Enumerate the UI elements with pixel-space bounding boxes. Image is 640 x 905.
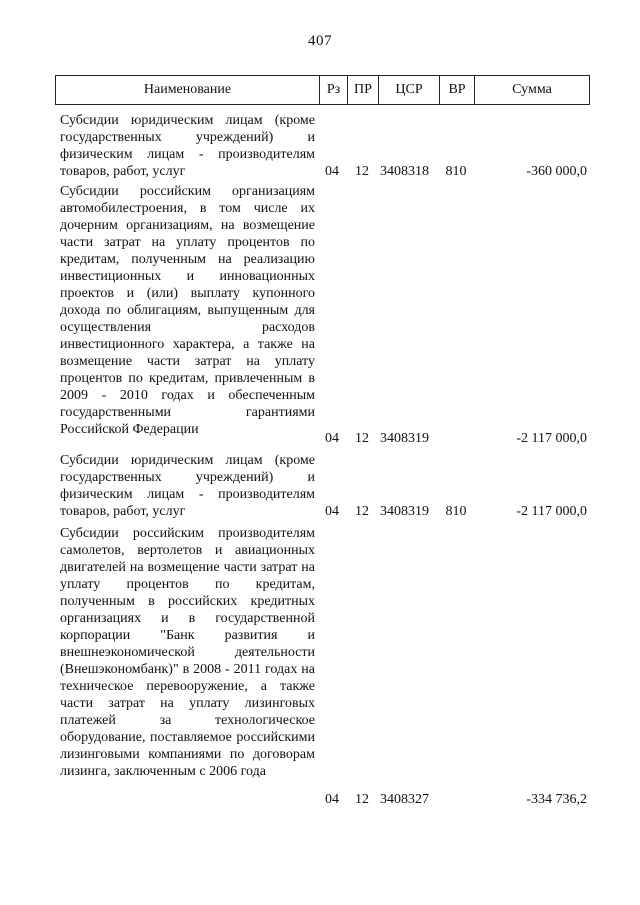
row-csr: 3408327 [380, 792, 429, 807]
column-header-rz: Рз [319, 76, 347, 104]
column-header-pr: ПР [347, 76, 378, 104]
row-pr: 12 [355, 431, 369, 446]
row-pr: 12 [355, 792, 369, 807]
row-vr: 810 [445, 504, 467, 519]
row-pr: 12 [355, 504, 369, 519]
row-pr: 12 [355, 164, 369, 179]
row-name: Субсидии российским производителям самолетов, вертолетов и авиационных двигателей на возмещение части затрат на уплату процентов по кредитам, полученным в российских кредитных организациях и в государственной корпорации "Банк развития и внешнеэкономической деятельности (Внешэкономбанк)" в 2008 - 2011 годах на техническое перевооружение, а также части затрат на уплату лизинговых платежей за технологическое оборудование, поставляемое российскими лизинговыми компаниями по договорам лизинга, заключенным с 2006 года [60, 526, 315, 779]
row-csr: 3408318 [380, 164, 429, 179]
column-header-vr: ВР [439, 76, 474, 104]
table-header [55, 75, 590, 105]
row-name: Субсидии юридическим лицам (кроме государственных учреждений) и физическим лицам - производителям товаров, работ, услуг [60, 453, 315, 519]
column-header-name: Наименование [143, 82, 232, 97]
column-header-csr: ЦСР [378, 76, 439, 104]
row-rz: 04 [325, 792, 339, 807]
row-sum: -2 117 000,0 [516, 431, 587, 446]
row-name: Субсидии юридическим лицам (кроме государственных учреждений) и физическим лицам - производителям товаров, работ, услуг [60, 113, 315, 179]
row-csr: 3408319 [380, 431, 429, 446]
row-rz: 04 [325, 164, 339, 179]
row-name: Субсидии российским организациям автомобилестроения, в том числе их дочерним организациям, на возмещение части затрат на уплату процентов по кредитам, полученным на реализацию инвестиционных и инновационных проектов и (или) выплату купонного дохода по облигациям, выпущенным для осуществления расходов инвестиционного характера, а также на возмещение части затрат на уплату процентов по кредитам, привлеченным в 2009 - 2010 годах и обеспеченным государственными гарантиями Российской Федерации [60, 184, 315, 437]
page-number: 407 [308, 33, 332, 49]
row-sum: -360 000,0 [526, 164, 587, 179]
row-sum: -334 736,2 [526, 792, 587, 807]
row-rz: 04 [325, 431, 339, 446]
column-header-sum: Сумма [474, 76, 589, 104]
row-vr: 810 [445, 164, 467, 179]
row-sum: -2 117 000,0 [516, 504, 587, 519]
row-csr: 3408319 [380, 504, 429, 519]
row-rz: 04 [325, 504, 339, 519]
